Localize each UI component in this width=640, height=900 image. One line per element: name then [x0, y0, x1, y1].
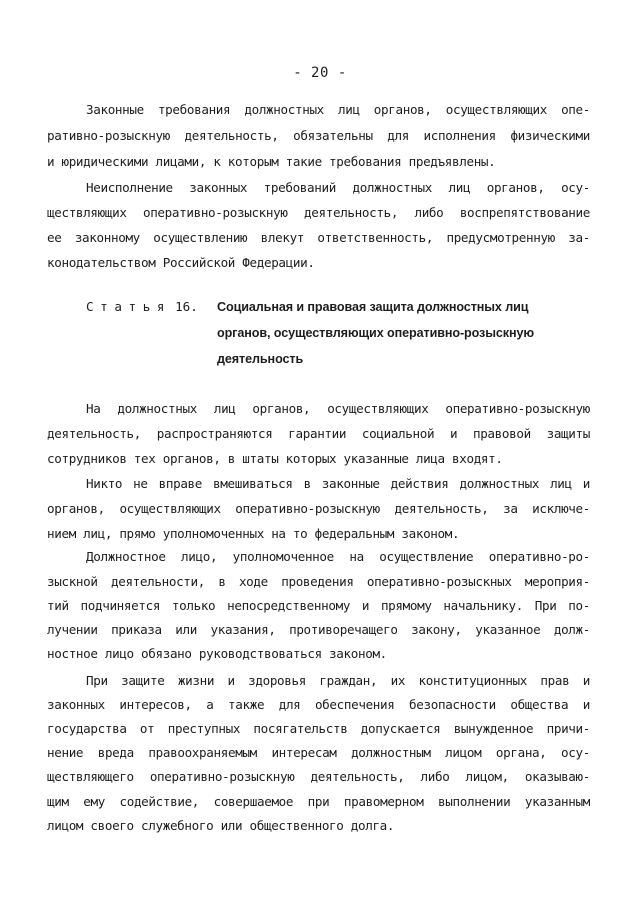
- paragraph-line: ностное лицо обязано руководствоваться законом.: [47, 646, 387, 661]
- paragraph-line: и юридическими лицами, к которым такие требования предъявлены.: [47, 154, 496, 169]
- paragraph-line: деятельность, распространяются гарантии социальной и правовой защиты: [47, 426, 590, 441]
- article-number: 16.: [175, 299, 198, 314]
- paragraph-line: щим ему содействие, совершаемое при правомерном выполнении указанным: [47, 794, 590, 809]
- paragraph-line: ществляющих оперативно-розыскную деятельность, либо воспрепятствование: [47, 205, 590, 220]
- paragraph-line: При защите жизни и здоровья граждан, их конституционных прав и: [86, 673, 590, 688]
- paragraph-line: законных интересов, а также для обеспечения безопасности общества и: [47, 697, 590, 712]
- paragraph-line: тий подчиняется только непосредственному и прямому начальнику. При по-: [47, 598, 590, 613]
- page-number: - 20 -: [293, 65, 347, 81]
- paragraph-line: органов, осуществляющих оперативно-розыскную деятельность, за исключе-: [47, 501, 590, 516]
- paragraph-line: лицом своего служебного или общественного долга.: [47, 818, 395, 833]
- article-title-line: органов, осуществляющих оперативно-розыскную: [217, 326, 535, 340]
- paragraph-line: конодательством Российской Федерации.: [47, 255, 315, 270]
- paragraph-line: Законные требования должностных лиц органов, осуществляющих опе-: [86, 102, 590, 117]
- paragraph-line: На должностных лиц органов, осуществляющих оперативно-розыскную: [86, 401, 590, 416]
- article-word: Статья: [86, 299, 172, 314]
- paragraph-line: нием лиц, прямо уполномоченных на то федеральным законом.: [47, 526, 460, 541]
- paragraph-line: ративно-розыскную деятельность, обязательны для исполнения физическими: [47, 128, 590, 143]
- article-label: [86, 299, 198, 315]
- paragraph-line: Никто не вправе вмешиваться в законные действия должностных лиц и: [86, 476, 590, 491]
- paragraph-line: лучении приказа или указания, противоречащего закону, указанное долж-: [47, 622, 590, 637]
- paragraph-line: нение вреда правоохраняемым интересам должностным лицом органа, осу-: [47, 745, 590, 760]
- paragraph-line: государства от преступных посягательств допускается вынужденное причи-: [47, 721, 590, 736]
- paragraph-line: ществляющего оперативно-розыскную деятельность, либо лицом, оказываю-: [47, 769, 590, 784]
- paragraph-line: Неисполнение законных требований должностных лиц органов, осу-: [86, 180, 590, 195]
- paragraph-line: сотрудников тех органов, в штаты которых указанные лица входят.: [47, 451, 503, 466]
- paragraph-line: Должностное лицо, уполномоченное на осуществление оперативно-ро-: [86, 549, 590, 564]
- article-title-line: деятельность: [217, 352, 304, 366]
- paragraph-line: ее законному осуществлению влекут ответственность, предусмотренную за-: [47, 230, 590, 245]
- paragraph-line: зыскной деятельности, в ходе проведения оперативно-розыскных мероприя-: [47, 574, 590, 589]
- article-title-line: Социальная и правовая защита должностных лиц: [217, 300, 529, 314]
